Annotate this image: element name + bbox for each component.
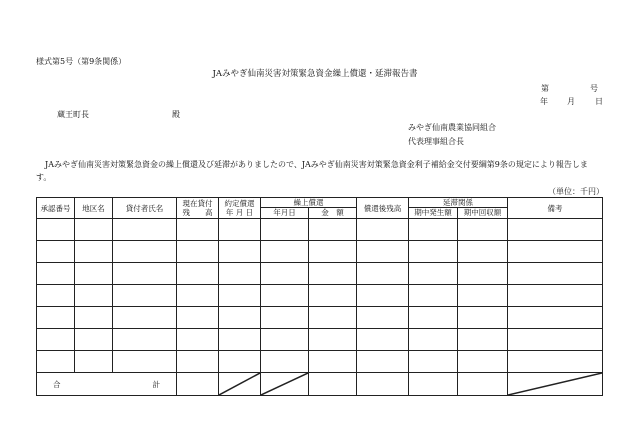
table-cell[interactable] bbox=[75, 219, 113, 241]
table-cell[interactable] bbox=[37, 351, 75, 373]
total-label-left: 合 bbox=[53, 379, 61, 389]
table-cell[interactable] bbox=[177, 219, 219, 241]
table-cell[interactable] bbox=[458, 351, 508, 373]
header-prepay-amount: 金 額 bbox=[309, 208, 357, 219]
table-cell[interactable] bbox=[261, 307, 309, 329]
table-cell[interactable] bbox=[75, 263, 113, 285]
unit-label: （単位：千円） bbox=[548, 187, 604, 196]
total-scheduled-diagonal bbox=[219, 373, 261, 396]
table-cell[interactable] bbox=[357, 285, 409, 307]
table-cell[interactable] bbox=[113, 329, 177, 351]
table-cell[interactable] bbox=[177, 241, 219, 263]
table-row bbox=[37, 219, 603, 241]
header-row bbox=[37, 198, 603, 208]
date-day: 日 bbox=[595, 97, 603, 106]
total-prepay-amount-cell bbox=[309, 373, 357, 396]
table-cell[interactable] bbox=[261, 263, 309, 285]
table-cell[interactable] bbox=[309, 263, 357, 285]
total-balance-cell bbox=[177, 373, 219, 396]
table-cell[interactable] bbox=[177, 285, 219, 307]
table-cell[interactable] bbox=[177, 307, 219, 329]
table-cell[interactable] bbox=[409, 351, 458, 373]
total-row bbox=[37, 373, 603, 396]
table-cell[interactable] bbox=[75, 241, 113, 263]
table-cell[interactable] bbox=[409, 307, 458, 329]
table-cell[interactable] bbox=[219, 219, 261, 241]
table-cell[interactable] bbox=[219, 307, 261, 329]
table-row bbox=[37, 307, 603, 329]
table-cell[interactable] bbox=[357, 307, 409, 329]
table-cell[interactable] bbox=[309, 329, 357, 351]
table-cell[interactable] bbox=[357, 351, 409, 373]
number-suffix: 号 bbox=[590, 84, 598, 93]
table-cell[interactable] bbox=[309, 307, 357, 329]
header-borrower: 貸付者氏名 bbox=[113, 198, 177, 219]
table-cell[interactable] bbox=[37, 241, 75, 263]
total-prepay-date-diagonal bbox=[261, 373, 309, 396]
table-cell[interactable] bbox=[309, 285, 357, 307]
header-scheduled: 約定償還 年 月 日 bbox=[219, 198, 261, 219]
number-prefix: 第 bbox=[541, 84, 549, 93]
date-year: 年 bbox=[540, 97, 548, 106]
table-cell[interactable] bbox=[508, 351, 603, 373]
total-overdue-collect-cell bbox=[458, 373, 508, 396]
header-remarks: 備考 bbox=[508, 198, 603, 219]
table-cell[interactable] bbox=[219, 351, 261, 373]
table-cell[interactable] bbox=[357, 263, 409, 285]
table-cell[interactable] bbox=[75, 285, 113, 307]
header-approval-no: 承認番号 bbox=[37, 198, 75, 219]
table-cell[interactable] bbox=[508, 329, 603, 351]
table-cell[interactable] bbox=[37, 263, 75, 285]
sender-title: 代表理事組合長 bbox=[408, 137, 464, 146]
table-cell[interactable] bbox=[261, 241, 309, 263]
total-overdue-occur-cell bbox=[409, 373, 458, 396]
table-cell[interactable] bbox=[113, 219, 177, 241]
honorific: 殿 bbox=[172, 110, 180, 119]
table-cell[interactable] bbox=[309, 219, 357, 241]
table-cell[interactable] bbox=[309, 351, 357, 373]
header-after-balance: 償還後残高 bbox=[357, 198, 409, 219]
table-cell[interactable] bbox=[75, 351, 113, 373]
table-cell[interactable] bbox=[458, 219, 508, 241]
table-cell[interactable] bbox=[75, 329, 113, 351]
table-row bbox=[37, 263, 603, 285]
date-line bbox=[540, 97, 603, 107]
table-cell[interactable] bbox=[113, 241, 177, 263]
header-overdue-collect: 期中回収額 bbox=[458, 208, 508, 219]
table-cell[interactable] bbox=[508, 285, 603, 307]
total-label bbox=[37, 373, 177, 396]
table-cell[interactable] bbox=[458, 263, 508, 285]
table-cell[interactable] bbox=[261, 285, 309, 307]
table-row bbox=[37, 285, 603, 307]
header-prepay: 繰上償還 bbox=[261, 198, 357, 208]
table-cell[interactable] bbox=[458, 307, 508, 329]
table-cell[interactable] bbox=[458, 285, 508, 307]
date-month: 月 bbox=[567, 97, 575, 106]
table-cell[interactable] bbox=[219, 329, 261, 351]
recipient: 蔵王町長 bbox=[57, 110, 89, 119]
table-cell[interactable] bbox=[508, 263, 603, 285]
table-cell[interactable] bbox=[261, 219, 309, 241]
table-cell[interactable] bbox=[37, 285, 75, 307]
table-row bbox=[37, 329, 603, 351]
table-cell[interactable] bbox=[508, 219, 603, 241]
total-remarks-diagonal bbox=[508, 373, 603, 396]
table-cell[interactable] bbox=[409, 285, 458, 307]
table-cell[interactable] bbox=[508, 241, 603, 263]
table-cell[interactable] bbox=[113, 285, 177, 307]
header-balance: 現在貸付 残 高 bbox=[177, 198, 219, 219]
report-table bbox=[36, 197, 603, 396]
table-cell[interactable] bbox=[113, 351, 177, 373]
header-overdue-occur: 期中発生額 bbox=[409, 208, 458, 219]
form-number: 様式第5号（第9条関係） bbox=[36, 57, 127, 66]
total-after-balance-cell bbox=[357, 373, 409, 396]
table-cell[interactable] bbox=[75, 307, 113, 329]
table-cell[interactable] bbox=[177, 329, 219, 351]
table-cell[interactable] bbox=[357, 219, 409, 241]
table-cell[interactable] bbox=[219, 241, 261, 263]
table-cell[interactable] bbox=[219, 285, 261, 307]
table-cell[interactable] bbox=[409, 241, 458, 263]
table-row bbox=[37, 241, 603, 263]
table-body bbox=[37, 219, 603, 373]
table-cell[interactable] bbox=[409, 263, 458, 285]
table-cell[interactable] bbox=[508, 307, 603, 329]
table-cell[interactable] bbox=[177, 351, 219, 373]
table-cell[interactable] bbox=[261, 351, 309, 373]
table-cell[interactable] bbox=[37, 307, 75, 329]
header-prepay-date: 年月日 bbox=[261, 208, 309, 219]
body-text: JAみやぎ仙南災害対策緊急資金の繰上償還及び延滞がありましたので、JAみやぎ仙南災害対策緊急資金利子補給金交付要綱第9条の規定により報告します。 bbox=[36, 160, 588, 182]
table-cell[interactable] bbox=[113, 307, 177, 329]
table-cell[interactable] bbox=[261, 329, 309, 351]
table-cell[interactable] bbox=[409, 329, 458, 351]
table-cell[interactable] bbox=[37, 219, 75, 241]
table-cell[interactable] bbox=[37, 329, 75, 351]
table-cell[interactable] bbox=[357, 241, 409, 263]
table-cell[interactable] bbox=[219, 263, 261, 285]
sender-org: みやぎ仙南農業協同組合 bbox=[408, 123, 496, 132]
table-cell[interactable] bbox=[113, 263, 177, 285]
table-cell[interactable] bbox=[458, 329, 508, 351]
table-cell[interactable] bbox=[177, 263, 219, 285]
table-cell[interactable] bbox=[309, 241, 357, 263]
table-cell[interactable] bbox=[409, 219, 458, 241]
total-label-right: 計 bbox=[152, 379, 160, 389]
header-overdue: 延滞関係 bbox=[409, 198, 508, 208]
header-district: 地区名 bbox=[75, 198, 113, 219]
table-cell[interactable] bbox=[458, 241, 508, 263]
table-row bbox=[37, 351, 603, 373]
table-cell[interactable] bbox=[357, 329, 409, 351]
document-title: JAみやぎ仙南災害対策緊急資金繰上償還・延滞報告書 bbox=[212, 69, 418, 79]
